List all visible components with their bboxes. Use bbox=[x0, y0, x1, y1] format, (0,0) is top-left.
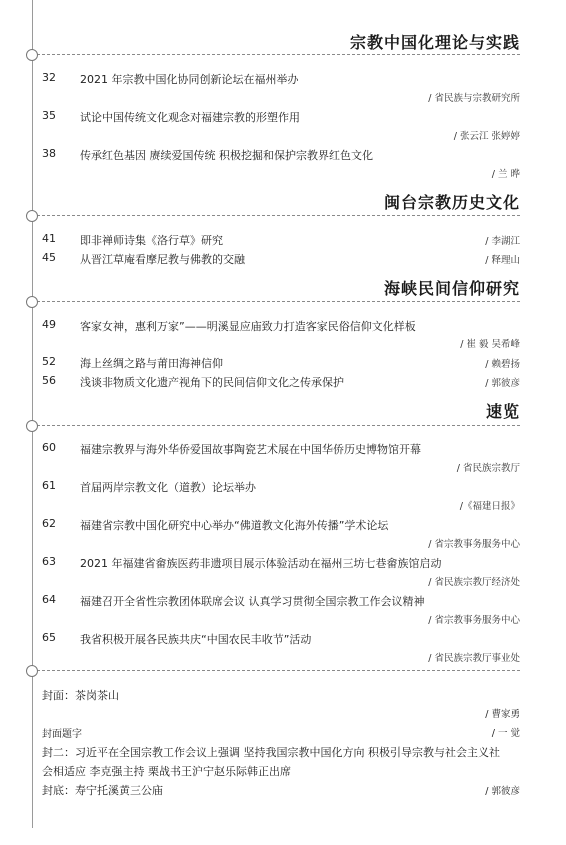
entry-title: 从晋江草庵看摩尼教与佛教的交融 bbox=[80, 253, 245, 266]
page-number: 32 bbox=[42, 71, 56, 84]
entry-author: / 兰 晔 bbox=[491, 169, 520, 180]
section-title: 闽台宗教历史文化 bbox=[383, 193, 520, 212]
section-divider bbox=[32, 670, 520, 671]
timeline-node bbox=[26, 210, 38, 222]
section-title: 速览 bbox=[485, 402, 520, 421]
section-title: 海峡民间信仰研究 bbox=[383, 279, 520, 298]
timeline-vertical-line bbox=[32, 0, 33, 828]
entry-title: 我省积极开展各民族共庆“中国农民丰收节”活动 bbox=[80, 633, 312, 646]
page-number: 49 bbox=[42, 318, 56, 331]
timeline-node bbox=[26, 665, 38, 677]
entry-title: 2021 年福建省畲族医药非遗项目展示体验活动在福州三坊七巷畲族馆启动 bbox=[80, 557, 442, 570]
section-divider bbox=[32, 425, 520, 426]
timeline-node bbox=[26, 296, 38, 308]
page-number: 62 bbox=[42, 517, 56, 530]
page-number: 41 bbox=[42, 232, 56, 245]
entry-author: / 张云江 张婷婷 bbox=[453, 131, 520, 142]
entry-author: / 省宗教事务服务中心 bbox=[428, 539, 520, 550]
back-cover-author: / 郭彼彦 bbox=[485, 786, 520, 797]
page-number: 65 bbox=[42, 631, 56, 644]
inscription-label: 封面题字 bbox=[42, 729, 82, 740]
entry-title: 2021 年宗教中国化协同创新论坛在福州举办 bbox=[80, 73, 299, 86]
entry-title: 试论中国传统文化观念对福建宗教的形塑作用 bbox=[80, 111, 300, 124]
entry-author: / 省宗教事务服务中心 bbox=[428, 615, 520, 626]
entry-author: / 省民族与宗教研究所 bbox=[428, 93, 520, 104]
page-number: 64 bbox=[42, 593, 56, 606]
section-divider bbox=[32, 215, 520, 216]
cover2-line2: 会相适应 李克强主持 栗战书王沪宁赵乐际韩正出席 bbox=[42, 765, 291, 778]
entry-title: 首届两岸宗教文化（道教）论坛举办 bbox=[80, 481, 256, 494]
page-number: 60 bbox=[42, 441, 56, 454]
timeline-node bbox=[26, 420, 38, 432]
entry-author: / 崔 毅 吴希峰 bbox=[460, 339, 520, 350]
entry-title: 客家女神，惠利万家”——明溪显应庙致力打造客家民俗信仰文化样板 bbox=[80, 320, 416, 333]
page-number: 61 bbox=[42, 479, 56, 492]
page-number: 63 bbox=[42, 555, 56, 568]
cover2-line1: 封二：习近平在全国宗教工作会议上强调 坚持我国宗教中国化方向 积极引导宗教与社会主义社 bbox=[42, 746, 500, 759]
page-number: 56 bbox=[42, 374, 56, 387]
entry-author: /《福建日报》 bbox=[459, 501, 520, 512]
page-number: 52 bbox=[42, 355, 56, 368]
section-divider bbox=[32, 301, 520, 302]
entry-title: 即非禅师诗集《洛行草》研究 bbox=[80, 234, 223, 247]
entry-author: / 释理山 bbox=[485, 255, 520, 266]
cover-label: 封面：茶岗茶山 bbox=[42, 689, 119, 702]
timeline-node bbox=[26, 49, 38, 61]
entry-title: 传承红色基因 赓续爱国传统 积极挖掘和保护宗教界红色文化 bbox=[80, 149, 373, 162]
page-number: 38 bbox=[42, 147, 56, 160]
section-divider bbox=[32, 54, 520, 55]
cover-author: / 曹家勇 bbox=[485, 709, 520, 720]
entry-author: / 李湖江 bbox=[485, 236, 520, 247]
entry-title: 海上丝绸之路与莆田海神信仰 bbox=[80, 357, 223, 370]
section-title: 宗教中国化理论与实践 bbox=[349, 33, 520, 52]
entry-title: 福建召开全省性宗教团体联席会议 认真学习贯彻全国宗教工作会议精神 bbox=[80, 595, 425, 608]
inscription-author: / 一 觉 bbox=[491, 728, 520, 739]
entry-title: 福建宗教界与海外华侨爱国故事陶瓷艺术展在中国华侨历史博物馆开幕 bbox=[80, 443, 421, 456]
back-cover-label: 封底：寿宁托溪黄三公庙 bbox=[42, 784, 163, 797]
entry-author: / 省民族宗教厅事业处 bbox=[428, 653, 520, 664]
entry-author: / 省民族宗教厅经济处 bbox=[428, 577, 520, 588]
entry-author: / 省民族宗教厅 bbox=[456, 463, 520, 474]
entry-title: 浅谈非物质文化遗产视角下的民间信仰文化之传承保护 bbox=[80, 376, 344, 389]
entry-title: 福建省宗教中国化研究中心举办“佛道教文化海外传播”学术论坛 bbox=[80, 519, 389, 532]
page-number: 45 bbox=[42, 251, 56, 264]
entry-author: / 赖碧扬 bbox=[485, 359, 520, 370]
entry-author: / 郭彼彦 bbox=[485, 378, 520, 389]
page-number: 35 bbox=[42, 109, 56, 122]
